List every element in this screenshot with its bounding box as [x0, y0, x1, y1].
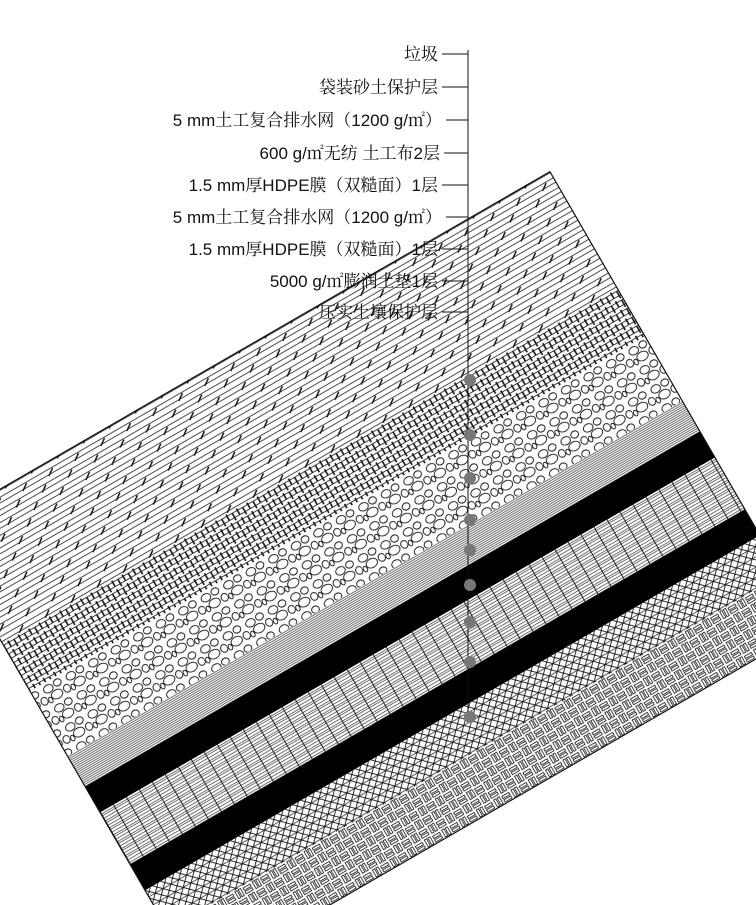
- label-geotextile: [260, 144, 468, 163]
- layer-labels: [173, 45, 468, 322]
- label-hdpe-top: [189, 176, 468, 195]
- label-drainnet-bottom: [173, 208, 468, 227]
- label-hdpe-bottom: [189, 240, 468, 259]
- label-text: 5 mm土工复合排水网（1200 g/㎡）: [172, 111, 442, 130]
- label-drainnet-top: [173, 111, 468, 130]
- label-text: 垃圾: [404, 45, 438, 64]
- leader-dot: [464, 544, 476, 556]
- label-text: 压实土壤保护层: [319, 303, 438, 322]
- leader-dot: [464, 579, 476, 591]
- label-text: 5000 g/㎡膨润土垫1层: [269, 272, 438, 291]
- leader-dot: [464, 472, 476, 484]
- leader-dot: [464, 374, 476, 386]
- label-text: 600 g/㎡无纺 土工布2层: [259, 144, 440, 163]
- label-garbage: [404, 45, 468, 64]
- label-text: 1.5 mm厚HDPE膜（双糙面）1层: [188, 176, 438, 195]
- label-text: 袋装砂土保护层: [319, 78, 438, 97]
- label-text: 1.5 mm厚HDPE膜（双糙面）1层: [188, 240, 438, 259]
- leader-dot: [464, 656, 476, 668]
- label-text: 5 mm土工复合排水网（1200 g/㎡）: [172, 208, 442, 227]
- leader-dot: [464, 514, 476, 526]
- leader-dot: [464, 711, 476, 723]
- leader-dot: [464, 429, 476, 441]
- leader-dot: [464, 616, 476, 628]
- label-sandbag: [319, 78, 468, 97]
